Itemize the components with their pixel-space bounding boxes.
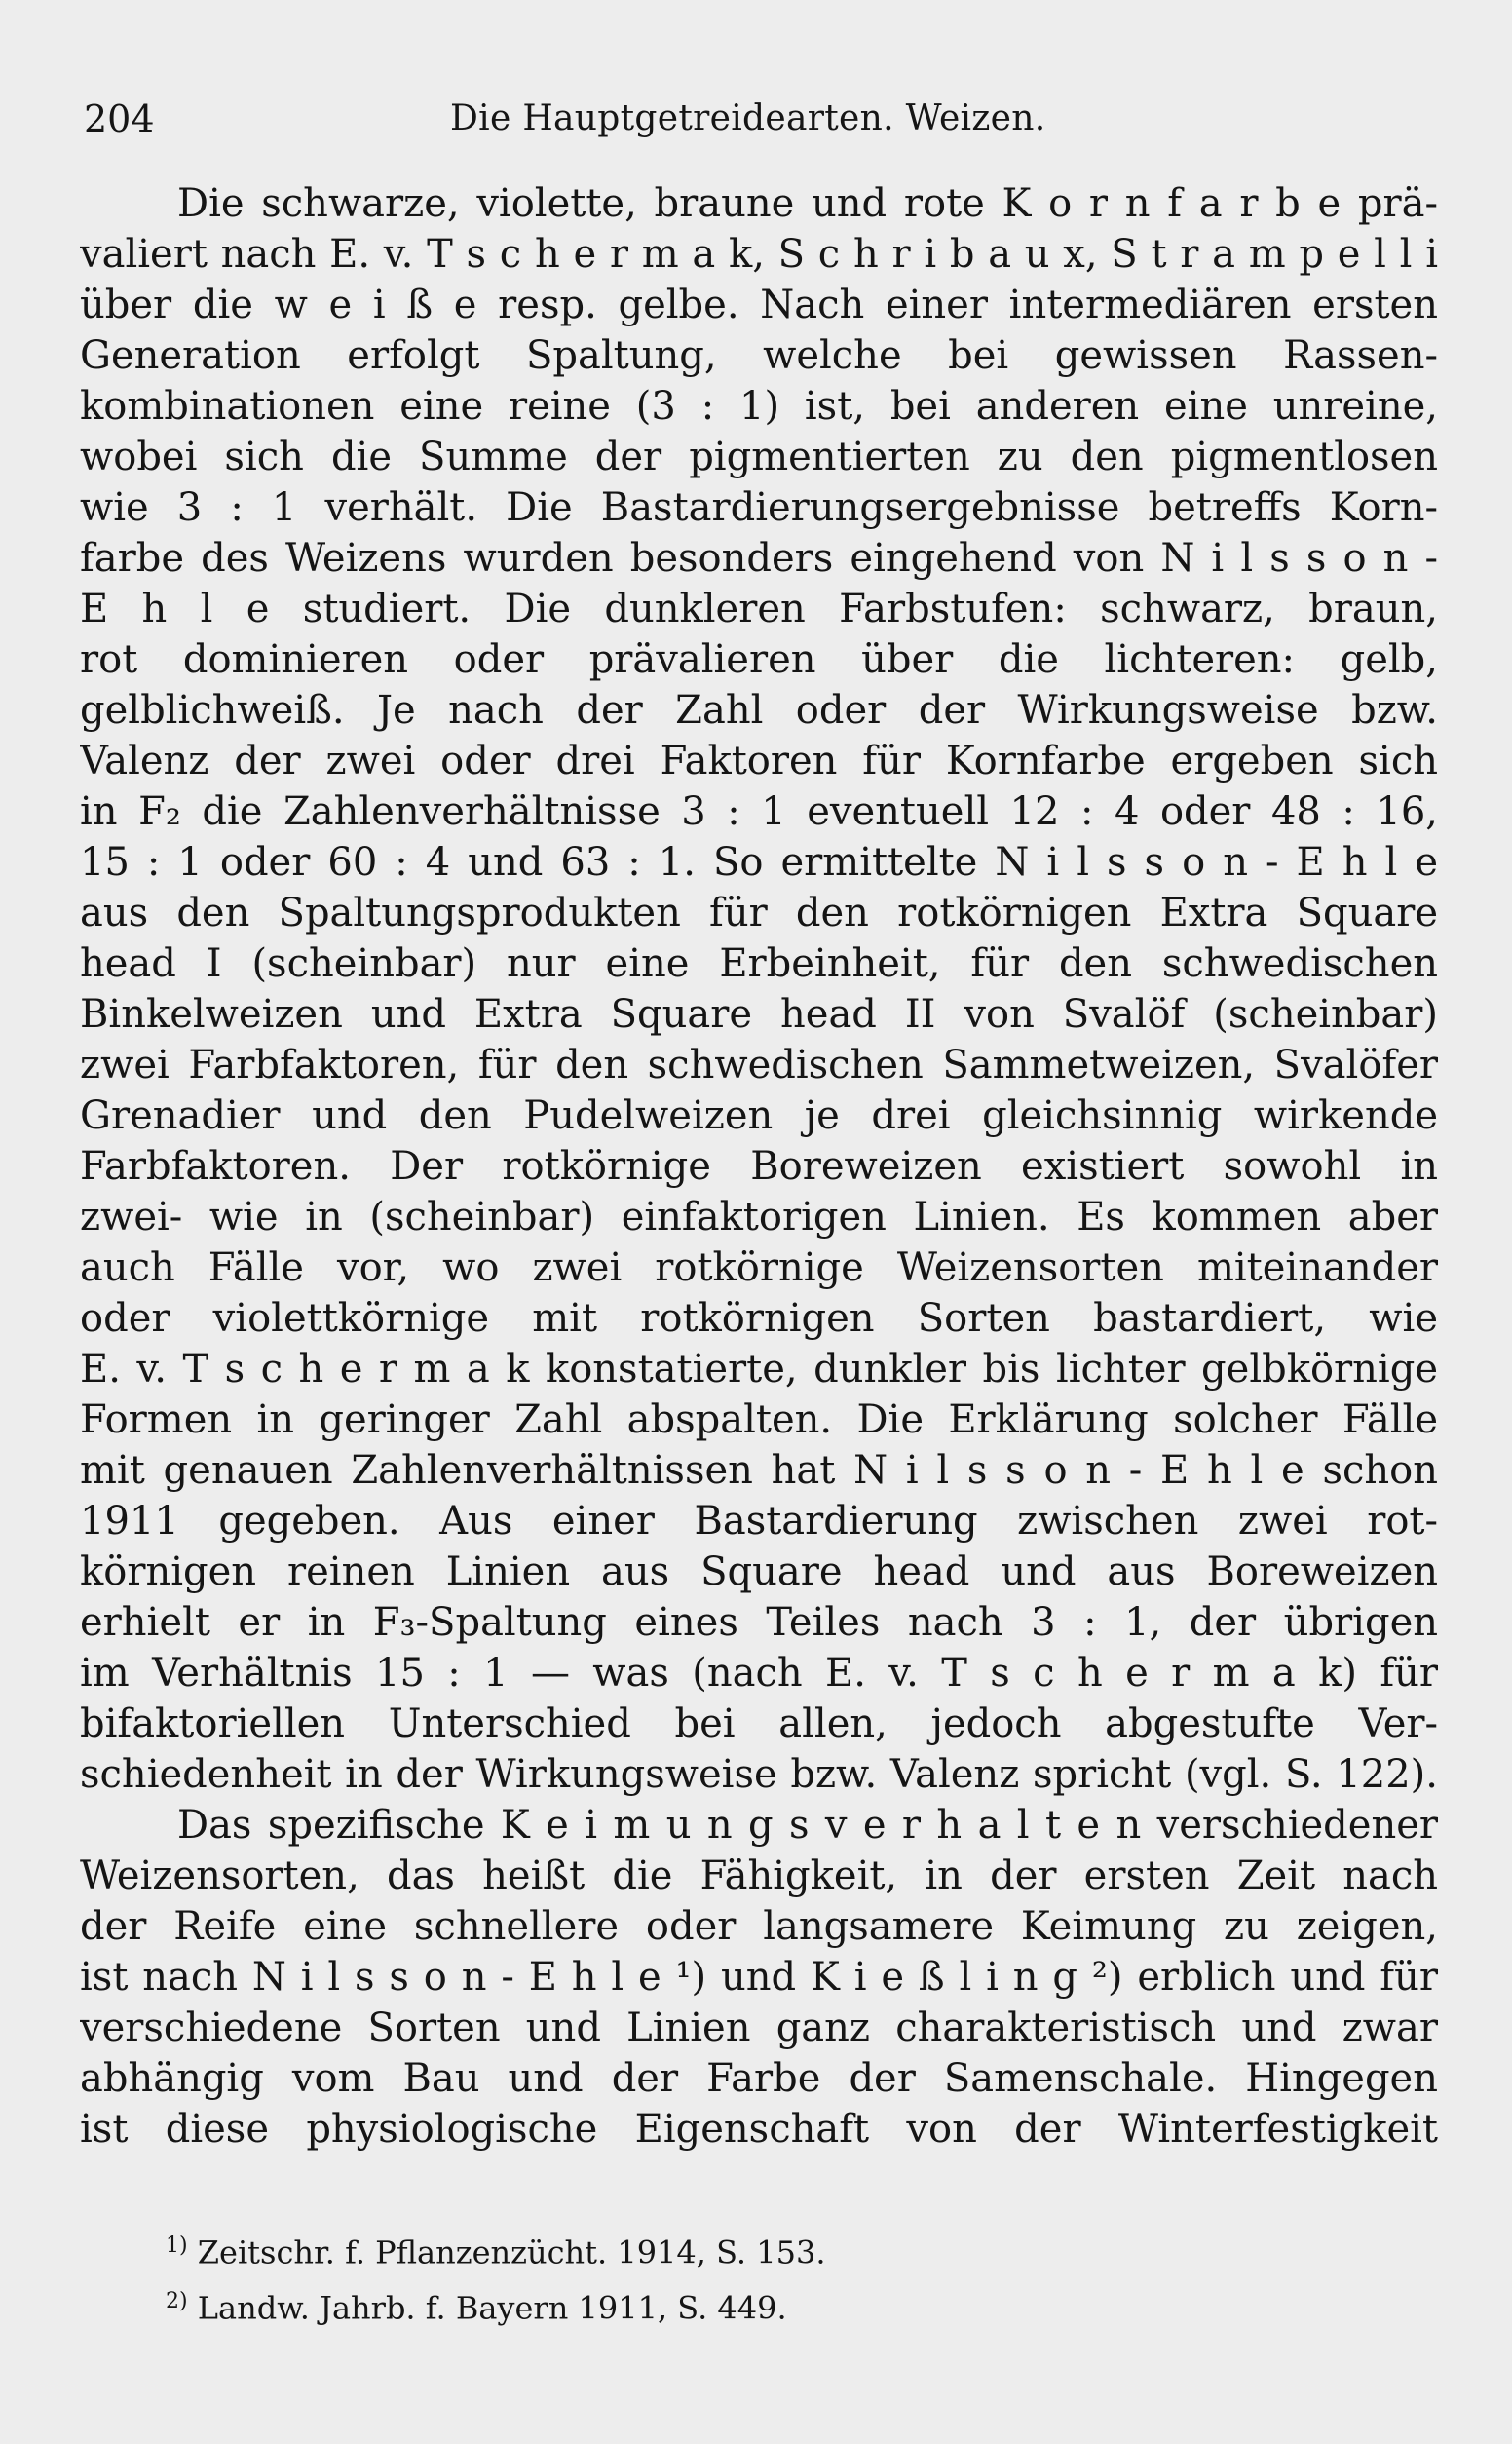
text-line: in F₂ die Zahlenverhältnisse 3 : 1 eventuell 12 : 4 oder 48 : 16, <box>80 789 1438 834</box>
text-line: schiedenheit in der Wirkungsweise bzw. Valenz spricht (vgl. S. 122). <box>80 1752 1438 1797</box>
text-line: über die w e i ß e resp. gelbe. Nach einer intermediären ersten <box>80 283 1438 327</box>
footnote-2 <box>166 2277 1335 2333</box>
text-line: mit genauen Zahlenverhältnissen hat N i l s s o n - E h l e schon <box>80 1448 1438 1493</box>
text-line: E. v. T s c h e r m a k konstatierte, dunkler bis lichter gelbkörnige <box>80 1347 1438 1392</box>
text-line: head I (scheinbar) nur eine Erbeinheit, für den schwedischen <box>80 941 1438 986</box>
text-line: gelblichweiß. Je nach der Zahl oder der Wirkungsweise bzw. <box>80 688 1438 733</box>
text-line: auch Fälle vor, wo zwei rotkörnige Weizensorten miteinander <box>80 1245 1438 1290</box>
text-line: im Verhältnis 15 : 1 — was (nach E. v. T s c h e r m a k) für <box>80 1651 1438 1696</box>
text-line: zwei Farbfaktoren, für den schwedischen Sammetweizen, Svalöfer <box>80 1043 1438 1088</box>
text-line: kombinationen eine reine (3 : 1) ist, bei anderen eine unreine, <box>80 384 1438 429</box>
text-line: oder violettkörnige mit rotkörnigen Sorten bastardiert, wie <box>80 1296 1438 1341</box>
text-line: Die schwarze, violette, braune und rote K o r n f a r b e prä- <box>177 181 1438 226</box>
text-line: verschiedene Sorten und Linien ganz charakteristisch und zwar <box>80 2005 1438 2050</box>
text-line: wie 3 : 1 verhält. Die Bastardierungsergebnisse betreffs Korn- <box>80 485 1438 530</box>
footnote-mark: 2) <box>166 2288 188 2313</box>
text-line: Generation erfolgt Spaltung, welche bei gewissen Rassen- <box>80 333 1438 378</box>
running-title: Die Hauptgetreidearten. Weizen. <box>450 98 1046 138</box>
text-line: Valenz der zwei oder drei Faktoren für Kornfarbe ergeben sich <box>80 739 1438 783</box>
text-line: Grenadier und den Pudelweizen je drei gleichsinnig wirkende <box>80 1093 1438 1138</box>
text-line: E h l e studiert. Die dunkleren Farbstufen: schwarz, braun, <box>80 587 1438 631</box>
footnote-text: Zeitschr. f. Pflanzenzücht. 1914, S. 153. <box>197 2234 826 2272</box>
text-line: valiert nach E. v. T s c h e r m a k, S c h r i b a u x, S t r a m p e l l i <box>80 232 1438 277</box>
text-line: ist diese physiologische Eigenschaft von der Winterfestigkeit <box>80 2107 1438 2152</box>
text-line: ist nach N i l s s o n - E h l e ¹) und K i e ß l i n g ²) erblich und für <box>80 1955 1438 2000</box>
text-line: körnigen reinen Linien aus Square head und aus Boreweizen <box>80 1549 1438 1594</box>
text-line: Binkelweizen und Extra Square head II von Svalöf (scheinbar) <box>80 992 1438 1037</box>
text-line: erhielt er in F₃-Spaltung eines Teiles nach 3 : 1, der übrigen <box>80 1600 1438 1645</box>
body-text <box>80 178 1438 2155</box>
footnote-1 <box>166 2222 1335 2277</box>
text-line: 1911 gegeben. Aus einer Bastardierung zwischen zwei rot- <box>80 1499 1438 1544</box>
text-line: Farbfaktoren. Der rotkörnige Boreweizen existiert sowohl in <box>80 1144 1438 1189</box>
text-line: bifaktoriellen Unterschied bei allen, jedoch abgestufte Ver- <box>80 1701 1438 1746</box>
text-line: abhängig vom Bau und der Farbe der Samenschale. Hingegen <box>80 2056 1438 2101</box>
text-line: 15 : 1 oder 60 : 4 und 63 : 1. So ermittelte N i l s s o n - E h l e <box>80 840 1438 885</box>
page-header <box>80 94 1438 144</box>
text-line: Weizensorten, das heißt die Fähigkeit, in der ersten Zeit nach <box>80 1853 1438 1898</box>
text-line: farbe des Weizens wurden besonders eingehend von N i l s s o n - <box>80 536 1438 581</box>
footnote-mark: 1) <box>166 2234 188 2258</box>
text-line: wobei sich die Summe der pigmentierten zu den pigmentlosen <box>80 435 1438 479</box>
text-line: Das spezifische K e i m u n g s v e r h a l t e n verschiedener <box>177 1803 1438 1848</box>
text-line: der Reife eine schnellere oder langsamere Keimung zu zeigen, <box>80 1904 1438 1949</box>
text-line: aus den Spaltungsprodukten für den rotkörnigen Extra Square <box>80 891 1438 936</box>
text-line: rot dominieren oder prävalieren über die lichteren: gelb, <box>80 637 1438 682</box>
footnote-text: Landw. Jahrb. f. Bayern 1911, S. 449. <box>197 2289 787 2327</box>
footnotes <box>166 2222 1335 2332</box>
text-line: Formen in geringer Zahl abspalten. Die Erklärung solcher Fälle <box>80 1397 1438 1442</box>
text-line: zwei- wie in (scheinbar) einfaktorigen Linien. Es kommen aber <box>80 1195 1438 1240</box>
page-number: 204 <box>84 97 155 140</box>
